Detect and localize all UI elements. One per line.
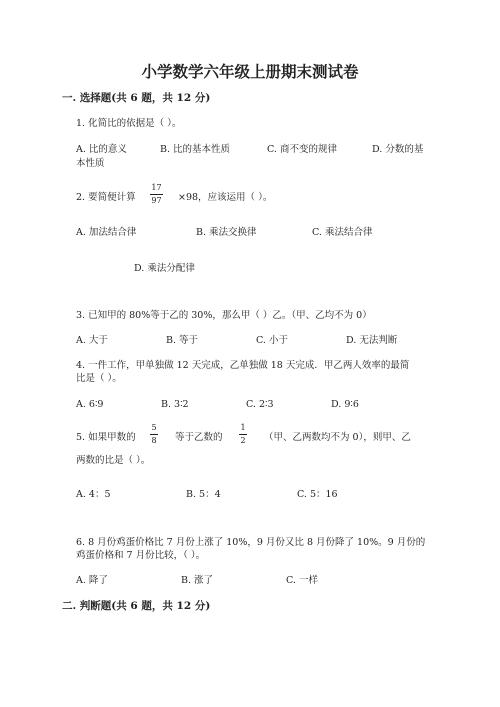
question-2-option-d: D. 乘法分配律: [134, 263, 195, 274]
question-6-option-c: C. 一样: [286, 575, 318, 586]
question-1-stem: 1. 化简比的依据是（ ）。: [76, 118, 182, 129]
fraction-bar: [239, 434, 247, 435]
section-heading-choice: 一. 选择题(共 6 题，共 12 分): [62, 92, 211, 104]
question-5-stem-line-2: 两数的比是（ ）。: [76, 455, 151, 466]
question-3-stem: 3. 已知甲的 80%等于乙的 30%，那么甲（ ）乙。（甲、乙均不为 0）: [76, 310, 372, 321]
question-5-fraction-2-denominator: 2: [240, 436, 246, 445]
question-6-stem-line-2: 鸡蛋价格和 7 月份比较，（ ）。: [76, 550, 206, 561]
question-4-stem-line-2: 比是（ ）。: [76, 373, 122, 384]
question-2-option-c: C. 乘法结合律: [312, 227, 373, 238]
question-2-fraction: [150, 184, 163, 205]
question-5-fraction-1: [150, 424, 158, 445]
question-1-option-c: C. 商不变的规律: [267, 144, 337, 155]
question-4-option-a: A. 6∶9: [76, 399, 104, 410]
question-5-fraction-1-denominator: 8: [151, 436, 157, 445]
question-1-option-b: B. 比的基本性质: [160, 144, 231, 155]
question-4-option-c: C. 2∶3: [246, 399, 274, 410]
question-6-option-a: A. 降了: [76, 575, 108, 586]
question-3-option-d: D. 无法判断: [346, 335, 398, 346]
question-4-stem-line-1: 4. 一件工作，甲单独做 12 天完成，乙单独做 18 天完成．甲乙两人效率的最简: [76, 360, 410, 371]
question-5-stem-middle: 等于乙数的: [175, 432, 223, 443]
question-1-option-d: D. 分数的基: [372, 144, 424, 155]
fraction-bar: [150, 194, 163, 195]
question-6-stem-line-1: 6. 8 月份鸡蛋价格比 7 月份上涨了 10%，9 月份又比 8 月份降了 10%。9 月份的: [76, 537, 426, 548]
question-2-stem-end: ×98，应该运用（ ）。: [178, 192, 273, 203]
question-1-option-a: A. 比的意义: [76, 144, 127, 155]
question-4-option-b: B. 3∶2: [161, 399, 189, 410]
question-5-fraction-2: [239, 424, 247, 445]
question-5-option-a: A. 4：5: [76, 489, 111, 500]
section-heading-judgement: 二. 判断题(共 6 题，共 12 分): [62, 600, 211, 612]
question-3-option-c: C. 小于: [256, 335, 288, 346]
question-5-stem-end: （甲、乙两数均不为 0），则甲、乙: [264, 432, 411, 443]
question-2-option-a: A. 加法结合律: [76, 227, 137, 238]
question-5-option-c: C. 5：16: [297, 489, 338, 500]
question-2-fraction-denominator: 97: [151, 196, 162, 205]
question-5-stem-start: 5. 如果甲数的: [76, 432, 136, 443]
page-title: 小学数学六年级上册期末测试卷: [141, 62, 359, 81]
question-2-option-b: B. 乘法交换律: [196, 227, 257, 238]
question-2-fraction-numerator: 17: [151, 183, 162, 192]
question-6-option-b: B. 涨了: [181, 575, 214, 586]
question-5-fraction-1-numerator: 5: [151, 423, 157, 432]
question-2-stem-start: 2. 要简便计算: [76, 192, 136, 203]
question-4-option-d: D. 9∶6: [331, 399, 359, 410]
question-5-option-b: B. 5：4: [186, 489, 221, 500]
question-3-option-a: A. 大于: [76, 335, 108, 346]
question-5-fraction-2-numerator: 1: [240, 423, 246, 432]
fraction-bar: [150, 434, 158, 435]
question-3-option-b: B. 等于: [166, 335, 199, 346]
question-1-option-d-continued: 本性质: [76, 158, 105, 169]
